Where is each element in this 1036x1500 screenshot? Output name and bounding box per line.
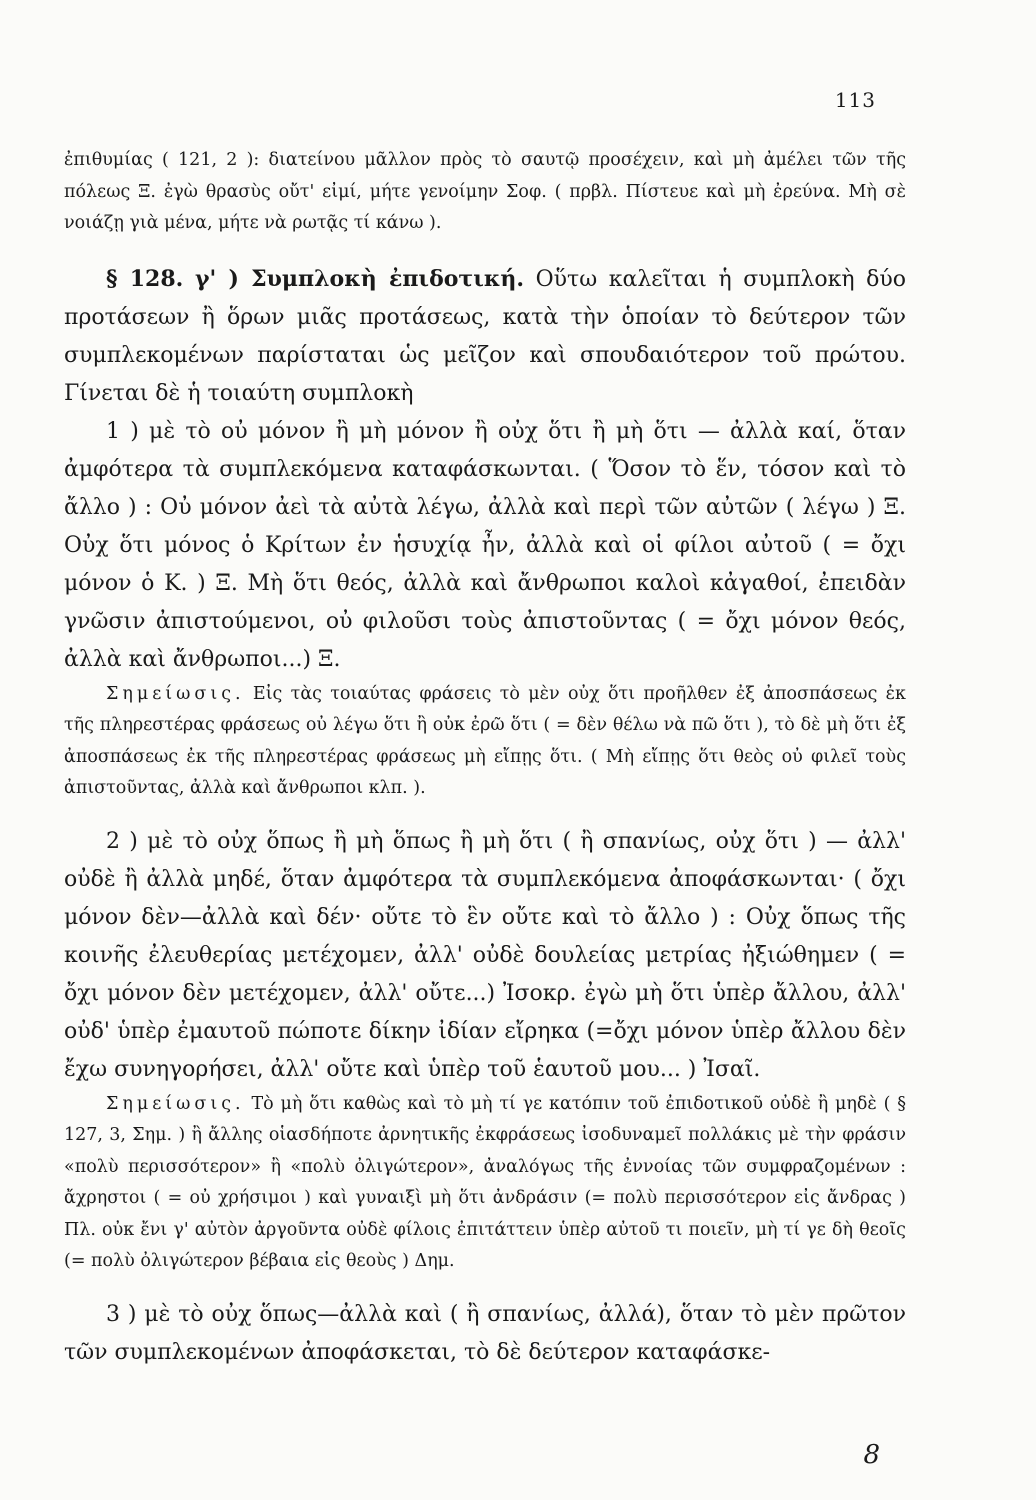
item-2: 2 ) μὲ τὸ οὐχ ὅπως ἢ μὴ ὅπως ἢ μὴ ὅτι ( ἢ σπανίως, οὐχ ὅτι ) — ἀλλ' οὐδὲ ἢ ἀλλὰ μηδέ, ὅταν ἀμφότερα τὰ συμπλεκόμενα ἀποφάσκωνται· ( ὄχι μόνον δὲν—ἀλλὰ καὶ δέν· οὔτε τὸ ἓν οὔτε καὶ τὸ ἄλλο ) : Οὐχ ὅπως τῆς κοινῆς ἐλευθερίας μετέχομεν, ἀλλ' οὐδὲ δουλείας μετρίας ἠξιώθημεν ( = ὄχι μόνον δὲν μετέχομεν, ἀλλ' οὔτε...) Ἰσοκρ. ἐγὼ μὴ ὅτι ὑπὲρ ἄλλου, ἀλλ' οὐδ' ὑπὲρ ἐμαυτοῦ πώποτε δίκην ἰδίαν εἴρηκα (=ὄχι μόνον ὑπὲρ ἄλλου δὲν ἔχω συνηγορήσει, ἀλλ' οὔτε καὶ ὑπὲρ τοῦ ἑαυτοῦ μου... ) Ἰσαῖ. <box>64 828 906 1082</box>
note-2 <box>64 1089 906 1278</box>
section-128 <box>64 260 906 413</box>
section-text: Οὕτω καλεῖται ἡ συμπλοκὴ δύο προτάσεων ἢ ὅρων μιᾶς προτάσεως, κατὰ τὴν ὁποίαν τὸ δεύτερον τῶν συμπλεκομένων παρίσταται ὡς μεῖζον καὶ σπουδαιότερον τοῦ πρώτου. Γίνεται δὲ ἡ τοιαύτη συμπλοκὴ <box>64 266 906 406</box>
note-text: Εἰς τὰς τοιαύτας φράσεις τὸ μὲν οὐχ ὅτι προῆλθεν ἐξ ἀποσπάσεως ἐκ τῆς πληρεστέρας φράσεως οὐ λέγω ὅτι ἢ οὐκ ἐρῶ ὅτι ( = δὲν θέλω νὰ πῶ ὅτι ), τὸ δὲ μὴ ὅτι ἐξ ἀποσπάσεως ἐκ τῆς πληρεστέρας φράσεως μὴ εἴπῃς ὅτι. ( Μὴ εἴπῃς ὅτι θεὸς οὐ φιλεῖ τοὺς ἀπιστοῦντας, ἀλλὰ καὶ ἄνθρωποι κλπ. ). <box>64 683 906 798</box>
note-label: Σημείωσις. <box>106 683 245 704</box>
paragraph-continuation: ἐπιθυμίας ( 121, 2 ): διατείνου μᾶλλον πρὸς τὸ σαυτῷ προσέχειν, καὶ μὴ ἀμέλει τῶν τῆς πόλεως Ξ. ἐγὼ θρασὺς οὔτ' εἰμί, μήτε γενοίμην Σοφ. ( πρβλ. Πίστευε καὶ μὴ ἐρεύνα. Μὴ σὲ νοιάζῃ γιὰ μένα, μήτε νὰ ρωτᾷς τί κάνω ). <box>64 150 906 233</box>
section-title: γ' ) Συμπλοκὴ ἐπιδοτική. <box>194 265 525 292</box>
note-label: Σημείωσις. <box>106 1093 245 1114</box>
section-number: § 128. <box>106 265 184 292</box>
item-3: 3 ) μὲ τὸ οὐχ ὅπως—ἀλλὰ καὶ ( ἢ σπανίως, ἀλλά), ὅταν τὸ μὲν πρῶτον τῶν συμπλεκομένων ἀποφάσκεται, τὸ δὲ δεύτερον καταφάσκε- <box>64 1301 906 1365</box>
page-number: 113 <box>834 88 876 112</box>
item-1: 1 ) μὲ τὸ οὐ μόνον ἢ μὴ μόνον ἢ οὐχ ὅτι ἢ μὴ ὅτι — ἀλλὰ καί, ὅταν ἀμφότερα τὰ συμπλεκόμενα καταφάσκωνται. ( Ὅσον τὸ ἕν, τόσον καὶ τὸ ἄλλο ) : Οὐ μόνον ἀεὶ τὰ αὐτὰ λέγω, ἀλλὰ καὶ περὶ τῶν αὐτῶν ( λέγω ) Ξ. Οὐχ ὅτι μόνος ὁ Κρίτων ἐν ἡσυχίᾳ ἦν, ἀλλὰ καὶ οἱ φίλοι αὐτοῦ ( = ὄχι μόνον ὁ Κ. ) Ξ. Μὴ ὅτι θεός, ἀλλὰ καὶ ἄνθρωποι καλοὶ κἀγαθοί, ἐπειδὰν γνῶσιν ἀπιστούμενοι, οὐ φιλοῦσι τοὺς ἀπιστοῦντας ( = ὄχι μόνον θεός, ἀλλὰ καὶ ἄνθρωποι...) Ξ. <box>64 418 906 672</box>
note-text: Τὸ μὴ ὅτι καθὼς καὶ τὸ μὴ τί γε κατόπιν τοῦ ἐπιδοτικοῦ οὐδὲ ἢ μηδὲ ( § 127, 3, Σημ. ) ἢ ἄλλης οἱασδήποτε ἀρνητικῆς ἐκφράσεως ἰσοδυναμεῖ πολλάκις μὲ τὴν φράσιν «πολὺ περισσότερον» ἢ «πολὺ ὀλιγώτερον», ἀναλόγως τῆς ἐννοίας τῶν συμφραζομένων : ἄχρηστοι ( = οὐ χρήσιμοι ) καὶ γυναιξὶ μὴ ὅτι ἀνδράσιν (= πολὺ περισσότερον εἰς ἄνδρας ) Πλ. οὐκ ἔνι γ' αὐτὸν ἀργοῦντα οὐδὲ φίλοις ἐπιτάττειν ὑπὲρ αὐτοῦ τι ποιεῖν, μὴ τί γε δὴ θεοῖς (= πολὺ ὀλιγώτερον βέβαια εἰς θεοὺς ) Δημ. <box>64 1093 906 1271</box>
note-1 <box>64 679 906 805</box>
signature-mark: 8 <box>863 1440 880 1470</box>
page-body <box>64 145 906 1372</box>
